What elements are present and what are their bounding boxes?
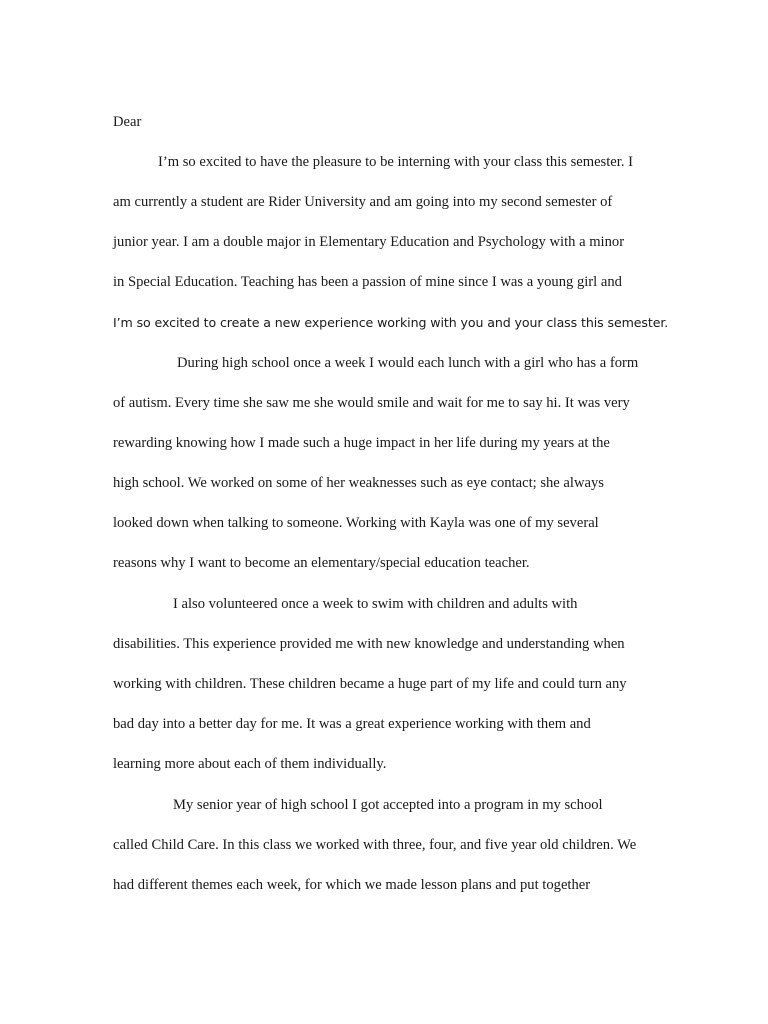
paragraph-1-line-1: I’m so excited to have the pleasure to be interning with your class this semester. I	[158, 154, 633, 170]
paragraph-2-line-6: reasons why I want to become an elementary/special education teacher.	[113, 555, 530, 571]
paragraph-3-line-1: I also volunteered once a week to swim with children and adults with	[173, 596, 578, 612]
paragraph-4-line-1: My senior year of high school I got accepted into a program in my school	[173, 797, 603, 813]
paragraph-2-line-5: looked down when talking to someone. Working with Kayla was one of my several	[113, 515, 599, 531]
salutation: Dear	[113, 114, 142, 130]
paragraph-4-line-3: had different themes each week, for which we made lesson plans and put together	[113, 877, 591, 893]
paragraph-4-line-2: called Child Care. In this class we worked with three, four, and five year old children. We	[113, 837, 637, 853]
paragraph-1-line-5: I’m so excited to create a new experience working with you and your class this semester.	[113, 315, 669, 330]
paragraph-2-line-4: high school. We worked on some of her weaknesses such as eye contact; she always	[113, 475, 604, 491]
paragraph-1-line-3: junior year. I am a double major in Elementary Education and Psychology with a minor	[113, 234, 625, 250]
paragraph-3-line-3: working with children. These children became a huge part of my life and could turn any	[113, 676, 627, 692]
paragraph-3-line-4: bad day into a better day for me. It was a great experience working with them and	[113, 716, 591, 732]
paragraph-2-line-1: During high school once a week I would each lunch with a girl who has a form	[177, 355, 639, 371]
paragraph-1-line-4: in Special Education. Teaching has been a passion of mine since I was a young girl and	[113, 274, 622, 290]
paragraph-1-line-2: am currently a student are Rider University and am going into my second semester of	[113, 194, 613, 210]
paragraph-3-line-5: learning more about each of them individually.	[113, 756, 387, 772]
paragraph-2-line-3: rewarding knowing how I made such a huge impact in her life during my years at the	[113, 435, 610, 451]
paragraph-2-line-2: of autism. Every time she saw me she would smile and wait for me to say hi. It was very	[113, 395, 630, 411]
paragraph-3-line-2: disabilities. This experience provided me with new knowledge and understanding when	[113, 636, 625, 652]
